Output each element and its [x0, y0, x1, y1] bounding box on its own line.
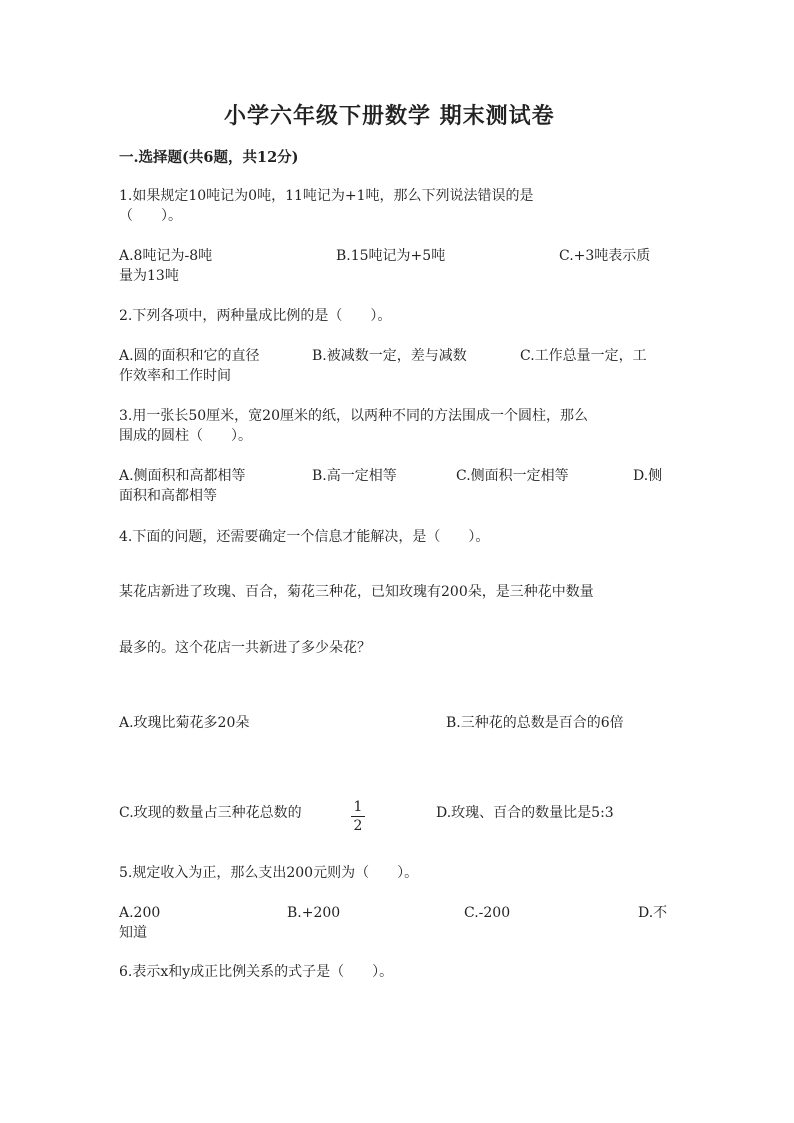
- page-title: 小学六年级下册数学 期末测试卷: [224, 103, 555, 129]
- question-3-option-a[interactable]: A.侧面积和高都相等: [119, 468, 246, 484]
- question-3-option-c[interactable]: C.侧面积一定相等: [456, 468, 569, 484]
- question-5-option-a[interactable]: A.200: [119, 905, 161, 921]
- fraction-one-half: [351, 799, 365, 834]
- question-1-option-c[interactable]: C.+3吨表示质: [559, 248, 651, 264]
- question-2-option-a[interactable]: A.圆的面积和它的直径: [119, 348, 260, 364]
- question-5-option-b[interactable]: B.+200: [287, 905, 341, 921]
- question-2-option-c[interactable]: C.工作总量一定，工: [520, 348, 647, 364]
- question-1-option-a[interactable]: A.8吨记为-8吨: [119, 248, 213, 264]
- fraction-bar: [351, 816, 365, 817]
- question-3-option-d[interactable]: D.侧: [633, 468, 663, 484]
- question-5-line-1: 5.规定收入为正，那么支出200元则为（ ）。: [119, 865, 419, 881]
- question-4-option-d[interactable]: D.玫瑰、百合的数量比是5:3: [436, 805, 614, 821]
- question-2-line-1: 2.下列各项中，两种量成比例的是（ ）。: [119, 308, 392, 324]
- question-5-option-d[interactable]: D.不: [638, 905, 668, 921]
- question-3-option-b[interactable]: B.高一定相等: [312, 468, 397, 484]
- question-4-passage-line-2: 最多的。这个花店一共新进了多少朵花？: [119, 640, 371, 656]
- fraction-denominator: 2: [353, 818, 363, 834]
- question-3-line-1: 3.用一张长50厘米，宽20厘米的纸，以两种不同的方法围成一个圆柱，那么: [119, 408, 588, 424]
- question-5-option-d-cont: 知道: [119, 925, 147, 941]
- question-3-line-2: 围成的圆柱（ ）。: [119, 428, 252, 444]
- question-1-option-b[interactable]: B.15吨记为+5吨: [336, 248, 446, 264]
- question-3-option-d-cont: 面积和高都相等: [119, 488, 217, 504]
- question-4-passage-line-1: 某花店新进了玫瑰、百合，菊花三种花，已知玫瑰有200朵，是三种花中数量: [119, 584, 594, 600]
- question-2-option-b[interactable]: B.被减数一定，差与减数: [312, 348, 467, 364]
- question-1-line-1: 1.如果规定10吨记为0吨，11吨记为+1吨，那么下列说法错误的是: [119, 188, 534, 204]
- question-5-option-c[interactable]: C.-200: [464, 905, 511, 921]
- question-4-option-b[interactable]: B.三种花的总数是百合的6倍: [446, 715, 624, 731]
- question-4-line-1: 4.下面的问题，还需要确定一个信息才能解决，是（ ）。: [119, 529, 490, 545]
- question-6-line-1: 6.表示x和y成正比例关系的式子是（ ）。: [119, 964, 394, 980]
- question-4-option-c[interactable]: C.玫现的数量占三种花总数的: [119, 805, 302, 821]
- fraction-numerator: 1: [353, 799, 363, 815]
- question-2-option-c-cont: 作效率和工作时间: [119, 368, 231, 384]
- question-4-option-a[interactable]: A.玫瑰比菊花多20朵: [119, 715, 250, 731]
- question-1-line-2: （ ）。: [119, 208, 182, 224]
- question-1-option-c-cont: 量为13吨: [119, 268, 179, 284]
- section-heading: 一.选择题(共6题，共12分): [119, 149, 299, 166]
